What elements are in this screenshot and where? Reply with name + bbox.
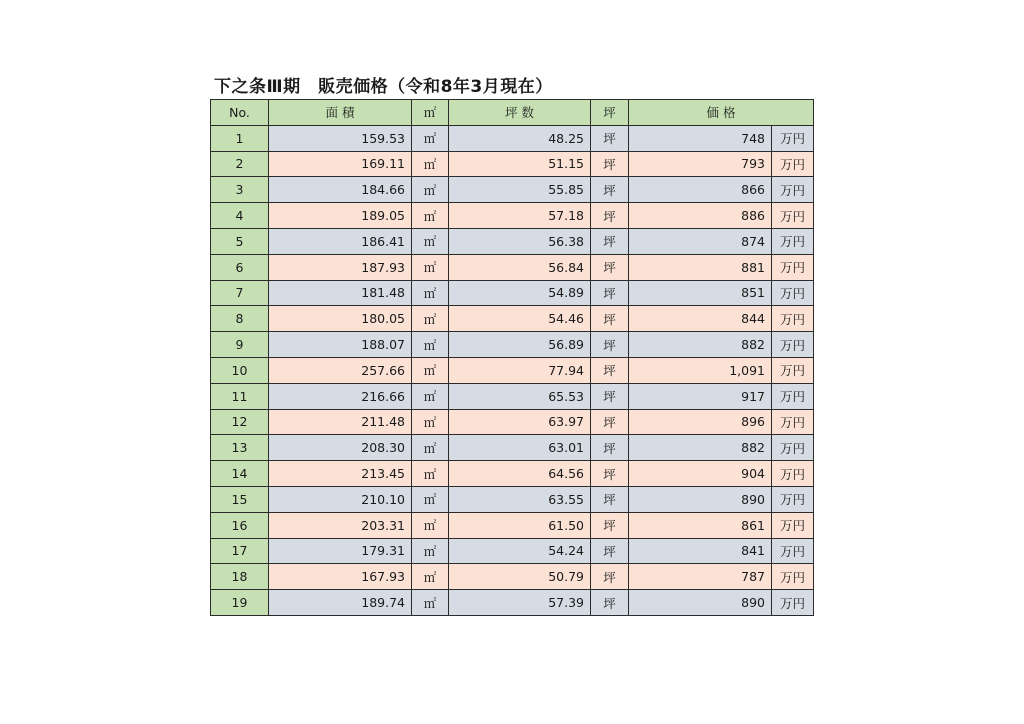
- row-price-unit: 万円: [772, 280, 814, 306]
- row-price: 844: [629, 306, 772, 332]
- row-price-unit: 万円: [772, 435, 814, 461]
- row-no: 19: [211, 590, 269, 616]
- row-tsubo-unit: 坪: [591, 306, 629, 332]
- row-no: 7: [211, 280, 269, 306]
- row-tsubo: 64.56: [449, 461, 591, 487]
- row-area-unit: ㎡: [412, 125, 449, 151]
- row-area-unit: ㎡: [412, 228, 449, 254]
- row-area-unit: ㎡: [412, 254, 449, 280]
- row-area-unit: ㎡: [412, 383, 449, 409]
- row-price: 896: [629, 409, 772, 435]
- table-row: [211, 357, 814, 383]
- row-tsubo: 48.25: [449, 125, 591, 151]
- row-no: 6: [211, 254, 269, 280]
- row-no: 15: [211, 486, 269, 512]
- row-area-unit: ㎡: [412, 151, 449, 177]
- row-area: 159.53: [269, 125, 412, 151]
- header-price: 価 格: [629, 100, 814, 126]
- row-tsubo-unit: 坪: [591, 435, 629, 461]
- row-area-unit: ㎡: [412, 461, 449, 487]
- row-price-unit: 万円: [772, 332, 814, 358]
- row-area: 180.05: [269, 306, 412, 332]
- row-area: 257.66: [269, 357, 412, 383]
- row-no: 8: [211, 306, 269, 332]
- row-tsubo-unit: 坪: [591, 332, 629, 358]
- row-tsubo: 63.01: [449, 435, 591, 461]
- row-tsubo-unit: 坪: [591, 486, 629, 512]
- row-price-unit: 万円: [772, 306, 814, 332]
- table-row: [211, 306, 814, 332]
- row-price-unit: 万円: [772, 538, 814, 564]
- row-tsubo: 61.50: [449, 512, 591, 538]
- row-tsubo-unit: 坪: [591, 538, 629, 564]
- header-tsubo-unit: 坪: [591, 100, 629, 126]
- row-area: 167.93: [269, 564, 412, 590]
- row-area: 189.74: [269, 590, 412, 616]
- row-no: 10: [211, 357, 269, 383]
- row-area: 179.31: [269, 538, 412, 564]
- row-area-unit: ㎡: [412, 332, 449, 358]
- row-price: 874: [629, 228, 772, 254]
- row-price: 890: [629, 590, 772, 616]
- row-price-unit: 万円: [772, 357, 814, 383]
- row-tsubo-unit: 坪: [591, 590, 629, 616]
- row-price: 890: [629, 486, 772, 512]
- row-tsubo: 77.94: [449, 357, 591, 383]
- row-area: 216.66: [269, 383, 412, 409]
- table-row: [211, 254, 814, 280]
- row-tsubo-unit: 坪: [591, 564, 629, 590]
- row-price: 882: [629, 435, 772, 461]
- row-tsubo: 50.79: [449, 564, 591, 590]
- row-tsubo-unit: 坪: [591, 409, 629, 435]
- table-row: [211, 125, 814, 151]
- row-area: 187.93: [269, 254, 412, 280]
- row-tsubo-unit: 坪: [591, 254, 629, 280]
- row-area-unit: ㎡: [412, 486, 449, 512]
- row-area-unit: ㎡: [412, 280, 449, 306]
- row-price-unit: 万円: [772, 461, 814, 487]
- row-price-unit: 万円: [772, 590, 814, 616]
- row-price: 861: [629, 512, 772, 538]
- row-tsubo-unit: 坪: [591, 151, 629, 177]
- row-tsubo: 63.55: [449, 486, 591, 512]
- row-price: 851: [629, 280, 772, 306]
- row-tsubo: 63.97: [449, 409, 591, 435]
- row-tsubo: 56.84: [449, 254, 591, 280]
- row-tsubo: 56.89: [449, 332, 591, 358]
- row-price-unit: 万円: [772, 151, 814, 177]
- header-no: No.: [211, 100, 269, 126]
- row-area: 189.05: [269, 203, 412, 229]
- row-area: 186.41: [269, 228, 412, 254]
- row-price: 1,091: [629, 357, 772, 383]
- row-price-unit: 万円: [772, 203, 814, 229]
- header-area: 面 積: [269, 100, 412, 126]
- table-header-row: [211, 100, 814, 126]
- row-area: 210.10: [269, 486, 412, 512]
- table-row: [211, 177, 814, 203]
- table-row: [211, 151, 814, 177]
- row-tsubo: 57.39: [449, 590, 591, 616]
- row-price: 881: [629, 254, 772, 280]
- row-no: 3: [211, 177, 269, 203]
- row-tsubo-unit: 坪: [591, 177, 629, 203]
- row-price-unit: 万円: [772, 486, 814, 512]
- row-price-unit: 万円: [772, 512, 814, 538]
- row-no: 18: [211, 564, 269, 590]
- row-price: 787: [629, 564, 772, 590]
- row-price-unit: 万円: [772, 409, 814, 435]
- row-tsubo: 51.15: [449, 151, 591, 177]
- row-area-unit: ㎡: [412, 409, 449, 435]
- row-area-unit: ㎡: [412, 512, 449, 538]
- table-row: [211, 203, 814, 229]
- table-row: [211, 486, 814, 512]
- row-price-unit: 万円: [772, 254, 814, 280]
- row-area: 184.66: [269, 177, 412, 203]
- row-price: 748: [629, 125, 772, 151]
- row-no: 2: [211, 151, 269, 177]
- row-price: 886: [629, 203, 772, 229]
- row-area-unit: ㎡: [412, 564, 449, 590]
- row-area-unit: ㎡: [412, 177, 449, 203]
- row-no: 5: [211, 228, 269, 254]
- table-row: [211, 435, 814, 461]
- row-tsubo-unit: 坪: [591, 383, 629, 409]
- row-no: 14: [211, 461, 269, 487]
- row-area: 169.11: [269, 151, 412, 177]
- row-price: 866: [629, 177, 772, 203]
- row-tsubo-unit: 坪: [591, 228, 629, 254]
- table-row: [211, 461, 814, 487]
- row-tsubo-unit: 坪: [591, 203, 629, 229]
- row-price: 793: [629, 151, 772, 177]
- row-price: 904: [629, 461, 772, 487]
- header-tsubo: 坪 数: [449, 100, 591, 126]
- row-area: 211.48: [269, 409, 412, 435]
- row-price-unit: 万円: [772, 125, 814, 151]
- row-price-unit: 万円: [772, 564, 814, 590]
- row-tsubo: 54.46: [449, 306, 591, 332]
- row-price-unit: 万円: [772, 177, 814, 203]
- row-area-unit: ㎡: [412, 357, 449, 383]
- row-no: 9: [211, 332, 269, 358]
- table-row: [211, 280, 814, 306]
- row-area-unit: ㎡: [412, 435, 449, 461]
- table-row: [211, 409, 814, 435]
- row-area: 203.31: [269, 512, 412, 538]
- row-tsubo: 65.53: [449, 383, 591, 409]
- row-area-unit: ㎡: [412, 538, 449, 564]
- row-price: 882: [629, 332, 772, 358]
- row-tsubo: 54.24: [449, 538, 591, 564]
- table-row: [211, 383, 814, 409]
- row-area: 181.48: [269, 280, 412, 306]
- row-no: 16: [211, 512, 269, 538]
- table-row: [211, 332, 814, 358]
- table-row: [211, 228, 814, 254]
- row-area: 208.30: [269, 435, 412, 461]
- row-no: 1: [211, 125, 269, 151]
- row-no: 13: [211, 435, 269, 461]
- row-price: 917: [629, 383, 772, 409]
- row-area-unit: ㎡: [412, 203, 449, 229]
- row-tsubo: 56.38: [449, 228, 591, 254]
- price-table: [210, 99, 814, 616]
- row-area-unit: ㎡: [412, 306, 449, 332]
- row-tsubo-unit: 坪: [591, 512, 629, 538]
- table-body: [211, 125, 814, 615]
- row-tsubo: 55.85: [449, 177, 591, 203]
- page-title: 下之条Ⅲ期 販売価格（令和8年3月現在）: [214, 77, 553, 97]
- table-row: [211, 590, 814, 616]
- row-area: 213.45: [269, 461, 412, 487]
- row-area-unit: ㎡: [412, 590, 449, 616]
- row-tsubo-unit: 坪: [591, 357, 629, 383]
- row-tsubo-unit: 坪: [591, 461, 629, 487]
- row-no: 17: [211, 538, 269, 564]
- row-tsubo: 54.89: [449, 280, 591, 306]
- row-no: 4: [211, 203, 269, 229]
- row-no: 11: [211, 383, 269, 409]
- row-tsubo: 57.18: [449, 203, 591, 229]
- header-area-unit: ㎡: [412, 100, 449, 126]
- row-price-unit: 万円: [772, 383, 814, 409]
- row-price: 841: [629, 538, 772, 564]
- table-row: [211, 564, 814, 590]
- row-tsubo-unit: 坪: [591, 280, 629, 306]
- row-tsubo-unit: 坪: [591, 125, 629, 151]
- table-row: [211, 512, 814, 538]
- row-area: 188.07: [269, 332, 412, 358]
- row-no: 12: [211, 409, 269, 435]
- table-row: [211, 538, 814, 564]
- row-price-unit: 万円: [772, 228, 814, 254]
